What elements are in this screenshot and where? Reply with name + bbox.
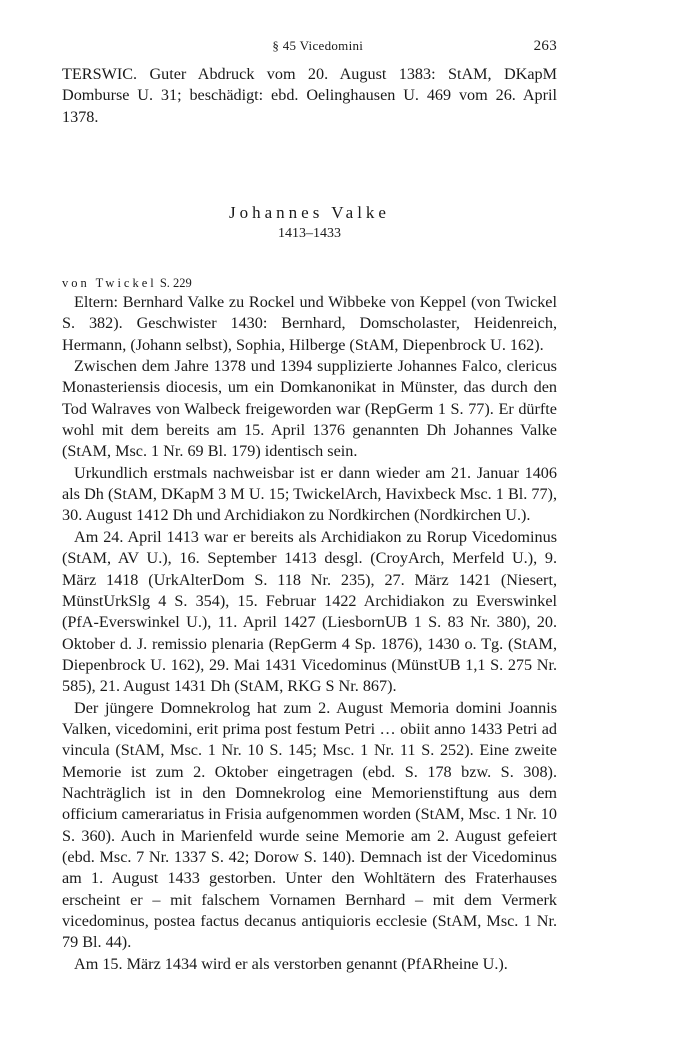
entry-name: Johannes Valke	[229, 203, 390, 223]
source-reference	[62, 274, 557, 292]
entry-heading	[62, 202, 557, 244]
paragraph-parents: Eltern: Bernhard Valke zu Rockel und Wibbeke von Keppel (von Twickel S. 382). Geschwister 1430: Bernhard, Domscholaster, Heidenreich, Hermann, (Johann selbst), Sophia, Hilberge (StAM, Diepenbrock U. 162).	[62, 293, 557, 354]
intro-paragraph: TERSWIC. Guter Abdruck vom 20. August 1383: StAM, DKapM Domburse U. 31; beschädigt: ebd. Oelinghausen U. 469 vom 26. April 1378.	[62, 65, 557, 126]
paragraph-vicedominus: Am 24. April 1413 war er bereits als Archidiakon zu Rorup Vicedominus (StAM, AV U.), 16. September 1413 desgl. (CroyArch, Merfeld U.), 9. März 1418 (UrkAlterDom S. 118 Nr. 235), 27. März 1421 (Niesert, MünstUrkSlg 4 S. 354), 15. Februar 1422 Archidiakon zu Everswinkel (PfA-Everswinkel U.), 11. April 1427 (LiesbornUB 1 S. 83 Nr. 380), 20. Oktober d. J. remissio plenaria (RepGerm 4 Sp. 1876), 1430 o. Tg. (StAM, Diepenbrock U. 162), 29. Mai 1431 Vicedominus (MünstUB 1,1 S. 275 Nr. 585), 21. August 1431 Dh (StAM, RKG S Nr. 867).	[62, 527, 557, 696]
section-title: § 45 Vicedomini	[272, 38, 364, 53]
paragraph-death: Am 15. März 1434 wird er als verstorben genannt (PfARheine U.).	[74, 954, 508, 973]
page-number: 263	[533, 38, 557, 54]
source-reference-page: S. 229	[156, 276, 192, 291]
entry-years: 1413–1433	[278, 226, 341, 242]
page	[62, 38, 557, 975]
paragraph-necrology: Der jüngere Domnekrolog hat zum 2. August Memoria domini Joannis Valken, vicedomini, erit prima post festum Petri … obiit anno 1433 Petri ad vincula (StAM, Msc. 1 Nr. 10 S. 145; Msc. 1 Nr. 11 S. 252). Eine zweite Memorie ist zum 2. Oktober eingetragen (ebd. S. 178 bzw. S. 308). Nachträglich ist in den Domnekrolog eine Memorienstiftung aus dem officium camerariatus in Frisia aufgenommen worden (StAM, Msc. 1 Nr. 10 S. 360). Auch in Marienfeld wurde seine Memorie am 2. August gefeiert (ebd. Msc. 7 Nr. 1337 S. 42; Dorow S. 140). Demnach ist der Vicedominus am 1. August 1433 gestorben. Unter den Wohltätern des Fraterhauses erscheint er – mit falschem Vornamen Bernhard – mit dem Vermerk vicedominus, postea factus decanus antiquioris ecclesie (StAM, Msc. 1 Nr. 79 Bl. 44).	[62, 698, 557, 952]
running-head	[62, 38, 557, 60]
paragraph-first-record: Urkundlich erstmals nachweisbar ist er dann wieder am 21. Januar 1406 als Dh (StAM, DKapM 3 M U. 15; TwickelArch, Havixbeck Msc. 1 Bl. 77), 30. August 1412 Dh und Archidiakon zu Nordkirchen (Nordkirchen U.).	[62, 463, 557, 525]
source-reference-author: von Twickel	[62, 276, 157, 291]
paragraph-supplication: Zwischen dem Jahre 1378 und 1394 supplizierte Johannes Falco, clericus Monasteriensis diocesis, um ein Domkanonikat in Münster, das durch den Tod Walraves von Walbeck freigeworden war (RepGerm 1 S. 77). Er dürfte wohl mit dem bereits am 15. April 1376 genannten Dh Johannes Valke (StAM, Msc. 1 Nr. 69 Bl. 179) identisch sein.	[62, 357, 557, 461]
